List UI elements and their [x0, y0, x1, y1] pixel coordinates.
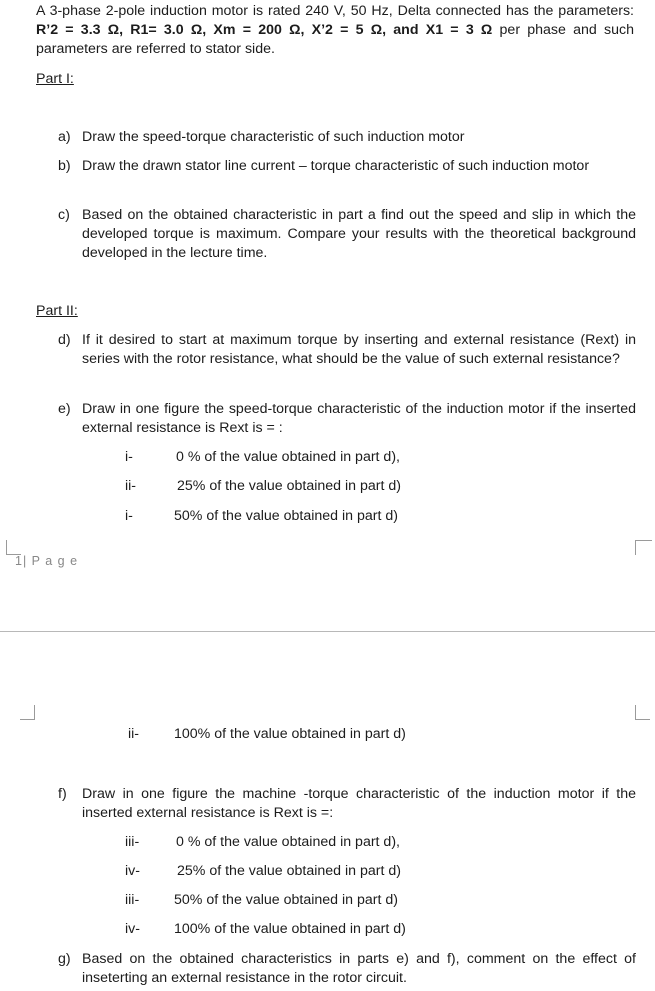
intro-text: A 3-phase 2-pole induction motor is rated 240 V, 50 Hz, Delta connected has the parameters:	[36, 3, 634, 19]
sub-item-text: 100% of the value obtained in part d)	[174, 921, 406, 937]
question-d	[58, 331, 636, 369]
corner-mark	[635, 540, 652, 555]
page-label: | P a g e	[22, 554, 79, 568]
question-label: d)	[58, 332, 71, 348]
part-1-header: Part I:	[36, 71, 74, 87]
question-text: Draw in one figure the machine -torque characteristic of the induction motor if the inserted external resistance is Rext is =:	[82, 786, 636, 821]
question-e	[58, 400, 636, 438]
sub-item-text: 25% of the value obtained in part d)	[177, 863, 402, 879]
sub-item-number: i-	[125, 449, 133, 465]
question-text: If it desired to start at maximum torque by inserting and external resistance (Rext) in series with the rotor resistance, what should be the value of such external resistance?	[82, 332, 636, 367]
sub-item-text: 25% of the value obtained in part d)	[177, 478, 402, 494]
question-a	[58, 128, 636, 147]
sub-item-number: i-	[125, 508, 133, 524]
sub-item-text: 100% of the value obtained in part d)	[174, 726, 406, 742]
page-footer	[15, 552, 78, 571]
question-label: b)	[58, 158, 71, 174]
sub-item-number: iii-	[125, 892, 140, 908]
question-label: e)	[58, 401, 71, 417]
corner-mark	[20, 705, 35, 720]
sub-item-text: 50% of the value obtained in part d)	[174, 892, 399, 908]
sub-item-number: ii-	[128, 726, 140, 742]
question-g	[58, 950, 636, 988]
question-text: Based on the obtained characteristic in part a find out the speed and slip in which the developed torque is maximum. Compare your results with the theoretical background developed in the lecture time.	[82, 207, 636, 261]
sub-item-text: 50% of the value obtained in part d)	[174, 508, 399, 524]
page-break	[0, 631, 655, 632]
intro-text-end: per phase and such parameters are referred to stator side.	[36, 22, 634, 57]
question-label: a)	[58, 129, 71, 145]
part-2-header: Part II:	[36, 303, 78, 319]
sub-item-number: iv-	[125, 863, 140, 879]
corner-mark	[635, 705, 650, 720]
question-label: g)	[58, 951, 71, 967]
sub-item-text: 0 % of the value obtained in part d),	[176, 834, 400, 850]
sub-item-number: iv-	[125, 921, 140, 937]
corner-mark	[6, 540, 21, 555]
question-c	[58, 206, 636, 263]
sub-item-number: ii-	[125, 478, 137, 494]
motor-parameters: R’2 = 3.3 Ω, R1= 3.0 Ω, Xm = 200 Ω, X’2 = 5 Ω, and X1 = 3 Ω	[36, 22, 493, 38]
question-text: Draw the drawn stator line current – torque characteristic of such induction motor	[82, 158, 590, 174]
question-label: c)	[58, 207, 70, 223]
sub-item-number: iii-	[125, 834, 140, 850]
sub-item-text: 0 % of the value obtained in part d),	[176, 449, 400, 465]
question-label: f)	[58, 786, 67, 802]
question-text: Draw the speed-torque characteristic of such induction motor	[82, 129, 465, 145]
intro-paragraph	[36, 2, 634, 59]
page-number: 1	[15, 554, 23, 568]
question-b	[58, 157, 636, 176]
question-text: Draw in one figure the speed-torque characteristic of the induction motor if the inserted external resistance is Rext is = :	[82, 401, 636, 436]
question-f	[58, 785, 636, 823]
question-text: Based on the obtained characteristics in parts e) and f), comment on the effect of inseterting an external resistance in the rotor circuit.	[82, 951, 636, 986]
